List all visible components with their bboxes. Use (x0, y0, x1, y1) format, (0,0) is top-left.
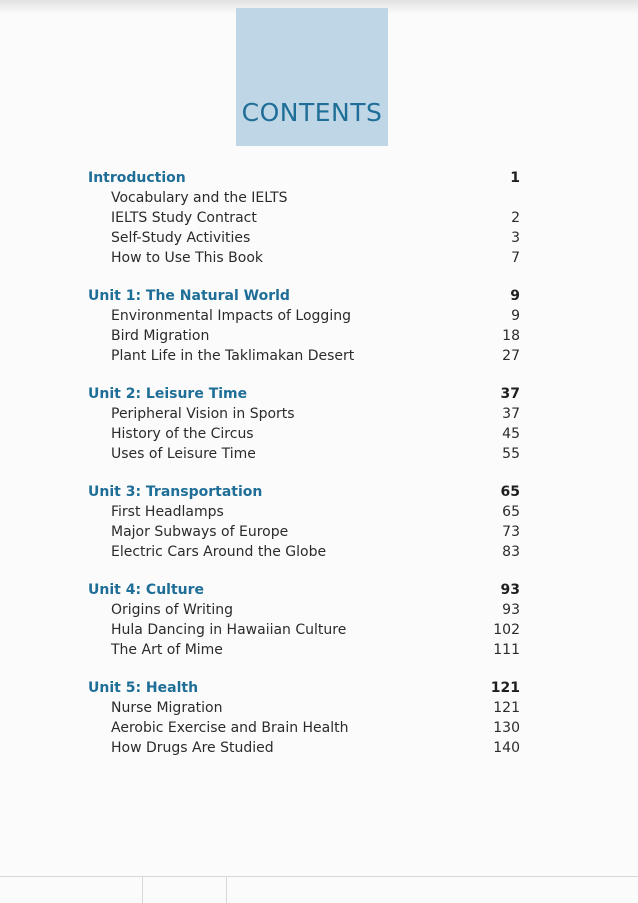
toc-page-number: 140 (493, 740, 520, 756)
toc-page-number: 111 (493, 642, 520, 658)
toc-entry-label: First Headlamps (111, 504, 224, 520)
page-title: CONTENTS (241, 98, 383, 127)
toc-entry-label: IELTS Study Contract (111, 210, 257, 226)
toc-entry[interactable] (88, 620, 520, 640)
toc-page-number: 73 (502, 524, 520, 540)
toc-unit-label: Unit 5: Health (88, 680, 199, 696)
toc-entry-label: Electric Cars Around the Globe (111, 544, 327, 560)
toc-entry-label: Bird Migration (111, 328, 210, 344)
toc-unit-heading[interactable] (88, 580, 520, 600)
toc-section (88, 678, 520, 758)
toc-page-number: 27 (502, 348, 520, 364)
toc-section (88, 384, 520, 464)
toc-entry[interactable] (88, 306, 520, 326)
toc-section (88, 580, 520, 660)
toc-entry[interactable] (88, 640, 520, 660)
footer-divider (142, 876, 143, 903)
toc-page-number: 37 (500, 386, 520, 402)
toc-unit-heading[interactable] (88, 286, 520, 306)
toc-entry[interactable] (88, 444, 520, 464)
toc-entry[interactable] (88, 228, 520, 248)
toc-page-number: 1 (510, 170, 520, 186)
toc-section (88, 168, 520, 268)
toc-page-number: 121 (493, 700, 520, 716)
toc-entry[interactable] (88, 542, 520, 562)
toc-entry-label: Environmental Impacts of Logging (111, 308, 351, 324)
footer-rule (0, 876, 638, 877)
toc-entry-label: Uses of Leisure Time (111, 446, 256, 462)
toc-page-number: 93 (500, 582, 520, 598)
footer-divider (226, 876, 227, 903)
toc-entry[interactable] (88, 346, 520, 366)
toc-entry-label: Peripheral Vision in Sports (111, 406, 295, 422)
toc-entry-label: Self-Study Activities (111, 230, 251, 246)
toc-unit-heading[interactable] (88, 384, 520, 404)
toc-entry[interactable] (88, 738, 520, 758)
toc-page-number: 83 (502, 544, 520, 560)
toc-unit-label: Unit 1: The Natural World (88, 288, 290, 304)
toc-page-number: 7 (511, 250, 520, 266)
toc-entry[interactable] (88, 424, 520, 444)
toc-entry-label: Origins of Writing (111, 602, 234, 618)
toc-page-number: 102 (493, 622, 520, 638)
toc-unit-heading[interactable] (88, 482, 520, 502)
toc-entry[interactable] (88, 326, 520, 346)
toc-page-number: 2 (511, 210, 520, 226)
toc-unit-label: Unit 4: Culture (88, 582, 205, 598)
toc-page-number: 9 (511, 308, 520, 324)
toc-section (88, 286, 520, 366)
table-of-contents (88, 168, 520, 776)
toc-entry-label: The Art of Mime (111, 642, 223, 658)
toc-entry[interactable] (88, 502, 520, 522)
toc-unit-heading[interactable] (88, 168, 520, 188)
toc-page-number: 18 (502, 328, 520, 344)
toc-page-number: 93 (502, 602, 520, 618)
toc-entry[interactable] (88, 718, 520, 738)
toc-entry[interactable] (88, 600, 520, 620)
toc-page-number: 55 (502, 446, 520, 462)
toc-entry[interactable] (88, 208, 520, 228)
toc-unit-heading[interactable] (88, 678, 520, 698)
toc-unit-label: Introduction (88, 170, 186, 186)
toc-entry-label: Nurse Migration (111, 700, 223, 716)
toc-entry[interactable] (88, 248, 520, 268)
toc-entry-label: Major Subways of Europe (111, 524, 289, 540)
toc-page-number: 130 (493, 720, 520, 736)
toc-unit-label: Unit 3: Transportation (88, 484, 263, 500)
toc-entry-label: Aerobic Exercise and Brain Health (111, 720, 349, 736)
toc-entry-label: History of the Circus (111, 426, 254, 442)
toc-entry-label: How to Use This Book (111, 250, 264, 266)
toc-page-number: 9 (510, 288, 520, 304)
toc-entry-label: How Drugs Are Studied (111, 740, 274, 756)
toc-page-number: 65 (502, 504, 520, 520)
toc-entry[interactable] (88, 698, 520, 718)
toc-entry-label: Plant Life in the Taklimakan Desert (111, 348, 355, 364)
toc-entry-label: Vocabulary and the IELTS (111, 190, 288, 206)
toc-entry[interactable] (88, 404, 520, 424)
toc-entry[interactable] (88, 188, 520, 208)
toc-entry-label: Hula Dancing in Hawaiian Culture (111, 622, 347, 638)
toc-entry[interactable] (88, 522, 520, 542)
toc-unit-label: Unit 2: Leisure Time (88, 386, 248, 402)
toc-page-number: 121 (490, 680, 520, 696)
toc-section (88, 482, 520, 562)
toc-page-number: 37 (502, 406, 520, 422)
toc-page-number: 3 (511, 230, 520, 246)
toc-page-number: 45 (502, 426, 520, 442)
toc-page-number: 65 (500, 484, 520, 500)
